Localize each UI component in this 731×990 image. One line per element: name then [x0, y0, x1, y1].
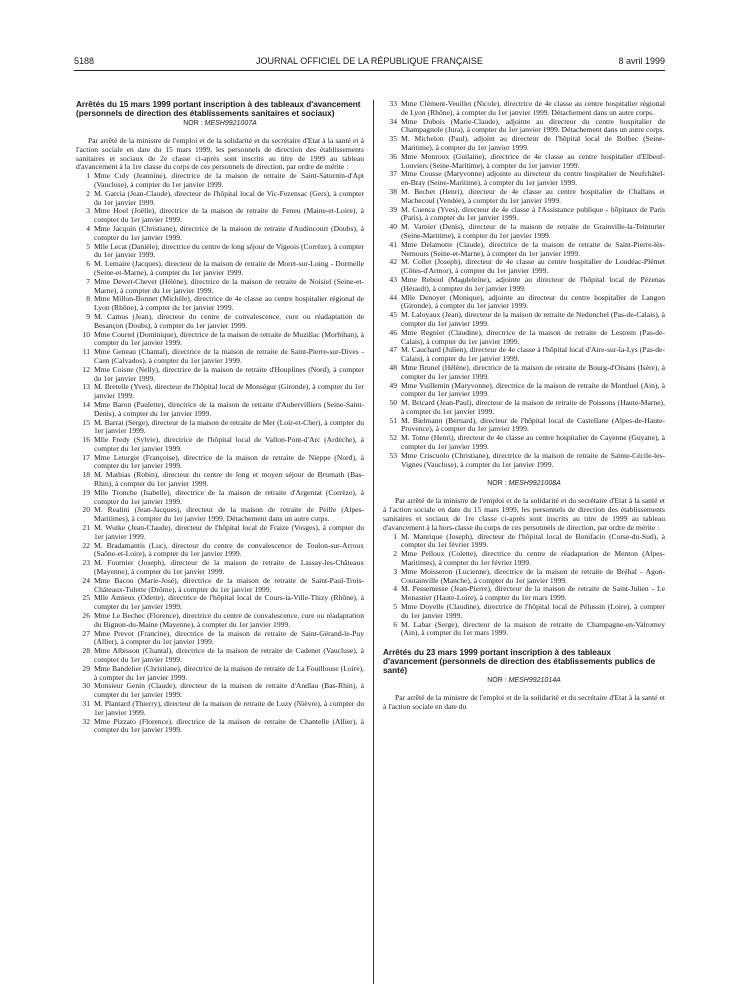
item-text: M. Bricard (Jean-Paul), directeur de la maison de retraite de Poissons (Haute-Marne), à compter du 1er janvier 1999.: [401, 398, 665, 416]
list-item: [76, 383, 364, 401]
item-number: 46: [389, 327, 397, 337]
section1-list-part1: [76, 172, 364, 735]
item-text: Mme Moisseron (Lucienne), directrice de la maison de retraite de Bréhal - Agon-Coutainville (Manche), à compter du 1er janvier 1999.: [401, 566, 665, 585]
item-text: M. Realini (Jean-Jacques), directeur de la maison de retraite de Peille (Alpes-Maritimes), à compter du 1er janvier 1999. Détachement dans un autre corps.: [94, 505, 364, 524]
item-number: 21: [82, 523, 90, 533]
item-number: 29: [82, 663, 90, 673]
list-item: [76, 295, 364, 313]
item-number: 9: [86, 311, 90, 321]
item-number: 5: [86, 241, 90, 251]
list-item: [383, 223, 665, 241]
list-item: [76, 260, 364, 278]
item-number: 36: [389, 151, 397, 161]
item-text: Mme Regnier (Claudine), directrice de la maison de retraite de Lestrem (Pas-de-Calais), à compter du 1er janvier 1999.: [401, 327, 665, 346]
list-item: [76, 700, 364, 718]
item-number: 35: [389, 134, 397, 144]
item-text: Mme Criscuolo (Christiane), directrice de la maison de retraite de Sainte-Cécile-les-Vignes (Vaucluse), à compter du 1er janvier 1999.: [401, 450, 665, 469]
list-item: [76, 647, 364, 665]
list-item: [383, 241, 665, 259]
item-text: Mlle Denoyer (Monique), adjointe au directeur du centre hospitalier de Langon (Gironde), à compter du 1er janvier 1999.: [401, 292, 665, 311]
item-text: M. Lemaire (Jacques), directeur de la maison de retraite de Moret-sur-Loing - Dormelle (Seine-et-Marne), à compter du 1er janvier 1999.: [94, 259, 364, 277]
list-item: [76, 243, 364, 261]
list-item: [76, 190, 364, 208]
section3-nor-label: NOR :: [487, 677, 507, 685]
item-text: Mme Jacquin (Christiane), directrice de la maison de retraite d'Audincourt (Doubs), à compter du 1er janvier 1999.: [94, 223, 364, 242]
list-item: [76, 172, 364, 190]
item-text: Mlle Amieux (Odette), directrice de l'hôpital local de Cours-la-Ville-Thizy (Rhône), à compter du 1er janvier 1999.: [94, 593, 364, 612]
list-item: [76, 436, 364, 454]
item-number: 22: [82, 540, 90, 550]
item-number: 19: [82, 487, 90, 497]
list-item: [76, 454, 364, 472]
item-text: M. Manrique (Joseph), directeur de l'hôpital local de Bonifacio (Corse-du-Sud), à compter du 1er février 1999.: [401, 531, 665, 550]
list-item: [76, 524, 364, 542]
list-item: [383, 346, 665, 364]
section1-title: Arrêtés du 15 mars 1999 portant inscription à des tableaux d'avancement (personnels de direction des établissements sanitaires et sociaux): [76, 100, 361, 118]
item-text: Mlle Fredy (Sylvie), directrice de l'hôpital local de Vallon-Pont-d'Arc (Ardèche), à compter du 1er janvier 1999.: [94, 435, 364, 453]
item-text: Mme Brunel (Hélène), directrice de la maison de retraite de Bourg-d'Oisans (Isère), à compter du 1er janvier 1999.: [401, 362, 665, 381]
item-number: 7: [86, 276, 90, 286]
item-number: 23: [82, 558, 90, 568]
item-number: 28: [82, 646, 90, 656]
item-text: M. Fournier (Joseph), directeur de la maison de retraite de Lassay-les-Châteaux (Mayenne), à compter du 1er janvier 1999.: [94, 558, 364, 577]
item-number: 15: [82, 417, 90, 427]
item-number: 48: [389, 362, 397, 372]
item-text: Mme Baron (Paulette), directrice de la maison de retraite d'Aubervilliers (Seine-Saint-Denis), à compter du 1er janvier 1999.: [94, 399, 364, 418]
item-number: 33: [389, 99, 397, 108]
list-item: [383, 452, 665, 470]
item-number: 50: [389, 398, 397, 408]
item-text: Mme Le Bechec (Florence), directrice du centre de convalescence, cure ou réadaptation du Bignon-du-Maine (Mayenne), à compter du 1er janvier 1999.: [94, 611, 364, 629]
item-number: 27: [82, 628, 90, 638]
item-number: 47: [389, 345, 397, 355]
section3-title: Arrêtés du 23 mars 1999 portant inscription à des tableaux d'avancement (personnels de direction des établissements publics de santé): [383, 648, 656, 676]
item-text: Mme Doyelle (Claudine), directrice de l'hôpital local de Pélussin (Loire), à compter du 1er janvier 1999.: [401, 602, 665, 620]
item-number: 2: [393, 549, 397, 559]
item-text: Mme Prevot (Francine), directrice de la maison de retraite de Saint-Gérand-le-Puy (Allier), à compter du 1er janvier 1999.: [94, 628, 364, 647]
list-item: [383, 434, 665, 452]
item-text: M. Bechet (Henri), directeur de 4e classe au centre hospitalier de Challans et Machecoul (Vendée), à compter du 1er janvier 1999.: [401, 186, 665, 205]
item-number: 42: [389, 257, 397, 267]
list-item: [76, 366, 364, 384]
list-item: [76, 718, 364, 736]
item-number: 11: [82, 347, 90, 357]
item-text: M. Garcia (Jean-Claude), directeur de l'hôpital local de Vic-Fezensac (Gers), à compter du 1er janvier 1999.: [94, 188, 364, 207]
item-text: Mme Pelloux (Colette), directrice du centre de réadaptation de Menton (Alpes-Maritimes), à compter du 1er février 1999.: [401, 549, 665, 568]
item-number: 6: [86, 259, 90, 269]
item-number: 31: [82, 699, 90, 708]
item-text: Monsieur Genin (Claude), directeur de la maison de retraite d'Andlau (Bas-Rhin), à compter du 1er janvier 1999.: [94, 681, 364, 700]
list-item: [383, 568, 665, 586]
list-item: [76, 489, 364, 507]
item-number: 45: [389, 310, 397, 320]
item-number: 16: [82, 435, 90, 445]
section2-nor: [383, 479, 665, 488]
list-item: [383, 585, 665, 603]
header-rule: [74, 70, 665, 71]
list-item: [76, 348, 364, 366]
list-item: [76, 682, 364, 700]
item-text: Mme Albisson (Chantal), directrice de la maison de retraite de Cadenet (Vaucluse), à compter du 1er janvier 1999.: [94, 646, 364, 665]
list-item: [383, 533, 665, 551]
list-item: [76, 278, 364, 296]
list-item: [76, 313, 364, 331]
section2-list: [383, 533, 665, 639]
list-item: [383, 294, 665, 312]
list-item: [383, 311, 665, 329]
list-item: [383, 417, 665, 435]
item-text: M. Collet (Joseph), directeur de 4e classe au centre hospitalier de Loudéac-Plémet (Côtes-d'Armor), à compter du 1er janvier 1999.: [401, 257, 665, 276]
section3-nor: [383, 676, 665, 685]
left-column: [76, 100, 364, 735]
item-number: 4: [393, 584, 397, 594]
page-header: [74, 56, 665, 70]
item-text: M. Mathias (Robin), directeur du centre de long et moyen séjour de Brumath (Bas-Rhin), à compter du 1er janvier 1999.: [94, 470, 364, 489]
list-item: [76, 612, 364, 630]
item-number: 53: [389, 450, 397, 460]
item-text: M. Labar (Serge), directeur de la maison de retraite de Champagne-en-Valromey (Ain), à compter du 1er mars 1999.: [401, 619, 665, 638]
item-number: 32: [82, 716, 90, 726]
item-number: 17: [82, 452, 90, 462]
item-number: 12: [82, 364, 90, 374]
list-item: [383, 188, 665, 206]
item-number: 44: [389, 292, 397, 302]
item-text: Mlle Tronche (Isabelle), directrice de la maison de retraite d'Argentat (Corrèze), à compter du 1er janvier 1999.: [94, 487, 364, 506]
list-item: [76, 630, 364, 648]
item-number: 26: [82, 611, 90, 621]
page-number: 5188: [74, 56, 95, 66]
item-number: 43: [389, 274, 397, 284]
item-text: Mme Cousse (Maryvonne) adjointe au directeur du centre hospitalier de Neufchâtel-en-Bray (Seine-Maritime), à compter du 1er janvier 1999.: [401, 169, 665, 188]
item-text: Mlle Lecat (Danièle), directrice du centre de long séjour de Vigeois (Corrèze), à compter du 1er janvier 1999.: [94, 241, 364, 260]
item-text: Mme Geneau (Chantal), directrice de la maison de retraite de Saint-Pierre-sur-Dives - Caen (Calvados), à compter du 1er janvier 1999.: [94, 347, 364, 365]
item-text: M. Tome (Henri), directeur de 4e classe au centre hospitalier de Cayenne (Guyane), à compter du 1er janvier 1999.: [401, 433, 665, 452]
item-text: M. Bradamantis (Luc), directeur du centre de convalescence de Toulon-sur-Arroux (Saône-et-Loire), à compter du 1er janvier 1999.: [94, 540, 364, 559]
list-item: [76, 419, 364, 437]
list-item: [76, 594, 364, 612]
item-text: M. Bielmann (Bernard), directeur de l'hôpital local de Castellane (Alpes-de-Haute-Provence), à compter du 1er janvier 1999.: [401, 415, 665, 434]
item-number: 39: [389, 204, 397, 214]
section1-nor-code: MESH9921007A: [204, 120, 257, 127]
list-item: [76, 471, 364, 489]
list-item: [76, 542, 364, 560]
list-item: [383, 170, 665, 188]
item-text: Mme Dewet-Chevet (Hélène), directrice de la maison de retraite de Noisiel (Seine-et-Marne), à compter du 1er janvier 1999.: [94, 276, 364, 295]
item-text: Mme Leturgie (Françoise), directrice de la maison de retraite de Nieppe (Nord), à compter du 1er janvier 1999.: [94, 452, 364, 471]
list-item: [76, 665, 364, 683]
list-item: [76, 225, 364, 243]
item-number: 8: [86, 294, 90, 304]
item-number: 51: [389, 415, 397, 425]
list-item: [76, 577, 364, 595]
item-number: 5: [393, 602, 397, 612]
section1-list-part2: [383, 100, 665, 469]
item-number: 4: [86, 223, 90, 233]
item-text: Mme Dubois (Marie-Claude), adjointe au directeur du centre hospitalier de Champagnole (Jura), à compter du 1er janvier 1999. Détachement dans un autre corps.: [401, 116, 665, 135]
list-item: [383, 118, 665, 136]
item-text: Mme Courtel (Dominique), directrice de la maison de retraite de Muzillac (Morbihan), à compter du 1er janvier 1999.: [94, 329, 364, 348]
item-number: 37: [389, 169, 397, 179]
item-text: M. Plantard (Thierry), directeur de la maison de retraite de Luzy (Nièvre), à compter du 1er janvier 1999.: [94, 699, 364, 717]
item-text: M. Cauchard (Julien), directeur de 4e classe à l'hôpital local d'Aire-sur-la-Lys (Pas-de-Calais), à compter du 1er janvier 1999.: [401, 345, 665, 364]
list-item: [383, 100, 665, 118]
list-item: [76, 207, 364, 225]
item-text: M. Camus (Jean), directeur du centre de convalescence, cure ou réadaptation de Besançon (Doubs), à compter du 1er janvier 1999.: [94, 311, 364, 330]
item-text: Mme Delamotte (Claude), directrice de la maison de retraite de Saint-Pierre-lès-Nemours (Seine-et-Marne), à compter du 1er janvier 1999.: [401, 239, 665, 258]
item-number: 10: [82, 329, 90, 339]
section1-nor-label: NOR :: [183, 120, 203, 127]
item-text: Mme Coisne (Nelly), directrice de la maison de retraite d'Houplines (Nord), à compter du 1er janvier 1999.: [94, 364, 364, 383]
list-item: [76, 559, 364, 577]
item-number: 30: [82, 681, 90, 691]
section2-nor-code: MESH9921008A: [508, 480, 561, 488]
item-text: Mme Bacou (Marie-José), directrice de la maison de retraite de Saint-Paul-Trois-Châteaux-Tulette (Drôme), à compter du 1er janvier 1999.: [94, 575, 364, 594]
item-number: 18: [82, 470, 90, 480]
list-item: [383, 258, 665, 276]
item-number: 20: [82, 505, 90, 515]
list-item: [383, 621, 665, 639]
list-item: [383, 550, 665, 568]
item-text: Mme Reboul (Magdeleine), adjointe au directeur de l'hôpital local de Pézenas (Hérault), à compter du 1er janvier 1999.: [401, 274, 665, 293]
item-number: 14: [82, 399, 90, 409]
item-number: 2: [86, 188, 90, 198]
list-item: [383, 276, 665, 294]
item-text: Mme Clément-Veuillet (Nicole), directrice de 4e classe au centre hospitalier régional de Lyon (Rhône), à compter du 1er janvier 1999. Détachement dans un autre corps.: [401, 99, 665, 117]
item-number: 41: [389, 239, 397, 249]
journal-title: JOURNAL OFFICIEL DE LA RÉPUBLIQUE FRANÇAISE: [256, 56, 483, 66]
item-number: 6: [393, 619, 397, 629]
item-number: 3: [393, 566, 397, 576]
section2-intro: Par arrêté de la ministre de l'emploi et de la solidarité et du secrétaire d'Etat à la santé et à l'action sociale en date du 15 mars 1999, les personnels de direction des établissements sanitaires et sociaux de 1re classe ci-après sont inscrits au titre de 1999 au tableau d'avancement à la hors-classe du corps de ces personnels de direction, par ordre de mérite :: [383, 496, 665, 532]
list-item: [76, 506, 364, 524]
item-text: M. Varnier (Denis), directeur de la maison de retraite de Grainville-la-Teinturier (Seine-Maritime), à compter du 1er janvier 1999.: [401, 222, 665, 240]
section1-intro: Par arrêté de la ministre de l'emploi et de la solidarité et du secrétaire d'Etat à la santé et à l'action sociale en date du 15 mars 1999, les personnels de direction des établissements sanitaires et sociaux de 2e classe ci-après sont inscrits au titre de 1999 au tableau d'avancement à la 1re classe du corps de ces personnels de direction, par ordre de mérite :: [76, 136, 364, 172]
item-text: M. Bretelle (Yves), directeur de l'hôpital local de Monségur (Gironde), à compter du 1er janvier 1999.: [94, 382, 364, 401]
list-item: [383, 153, 665, 171]
item-number: 52: [389, 433, 397, 443]
item-text: Mme Vuillemin (Maryvonne), directrice de la maison de retraite de Montluel (Ain), à compter du 1er janvier 1999.: [401, 380, 665, 399]
section2-nor-label: NOR :: [487, 480, 507, 488]
list-item: [76, 331, 364, 349]
section3-nor-code: MESH9921014A: [508, 677, 561, 685]
section3-intro: Par arrêté de la ministre de l'emploi et de la solidarité et du secrétaire d'Etat à la santé et à l'action sociale en date du: [383, 693, 665, 712]
item-number: 49: [389, 380, 397, 390]
list-item: [383, 603, 665, 621]
item-text: M. Wutke (Jean-Claude), directeur de l'hôpital local de Fraize (Vosges), à compter du 1er janvier 1999.: [94, 523, 364, 541]
issue-date: 8 avril 1999: [618, 56, 665, 66]
item-text: M. Pessemesse (Jean-Pierre), directeur de la maison de retraite de Saint-Julien - Le Monastier (Haute-Loire), à compter du 1er mars 1999.: [401, 584, 665, 603]
list-item: [383, 206, 665, 224]
item-number: 25: [82, 593, 90, 603]
item-text: Mme Bandelier (Christiane), directrice de la maison de retraite de La Fouillouse (Loire), à compter du 1er janvier 1999.: [94, 663, 364, 682]
right-column: [383, 100, 665, 712]
item-text: Mme Millon-Bonnet (Michèle), directrice de 4e classe au centre hospitalier régional de Lyon (Rhône), à compter du 1er janvier 1999.: [94, 294, 364, 313]
item-number: 1: [86, 171, 90, 181]
section1-nor: [76, 119, 364, 128]
item-number: 34: [389, 116, 397, 126]
item-text: M. Laloyaux (Jean), directeur de la maison de retraite de Nedonchel (Pas-de-Calais), à compter du 1er janvier 1999.: [401, 310, 665, 328]
list-item: [76, 401, 364, 419]
item-text: Mme Monroux (Guilaine), directrice de 4e classe au centre hospitalier d'Elbeuf-Louviers (Seine-Maritime), à compter du 1er janvier 1999.: [401, 151, 665, 170]
item-number: 40: [389, 222, 397, 232]
list-item: [383, 135, 665, 153]
item-text: Mme Pizzato (Florence), directrice de la maison de retraite de Chantelle (Allier), à compter du 1er janvier 1999.: [94, 716, 364, 735]
item-text: Mme Hoel (Joëlle), directrice de la maison de retraite de Feneu (Maine-et-Loire), à compter du 1er janvier 1999.: [94, 206, 364, 225]
column-divider: [373, 100, 374, 984]
item-number: 24: [82, 575, 90, 585]
item-number: 13: [82, 382, 90, 392]
item-number: 1: [393, 531, 397, 541]
list-item: [383, 329, 665, 347]
item-text: Mme Culy (Jeannine), directrice de la maison de retraite de Saint-Saturnin-d'Apt (Vaucluse), à compter du 1er janvier 1999.: [94, 171, 364, 189]
list-item: [383, 364, 665, 382]
item-text: M. Cuenca (Yves), directeur de 4e classe à l'Assistance publique - hôpitaux de Paris (Paris), à compter du 1er janvier 1999.: [401, 204, 665, 223]
item-text: M. Barrat (Serge), directeur de la maison de retraite de Mer (Loir-et-Cher), à compter du 1er janvier 1999.: [94, 417, 364, 436]
list-item: [383, 382, 665, 400]
list-item: [383, 399, 665, 417]
item-number: 3: [86, 206, 90, 216]
item-text: M. Michelon (Paul), adjoint au directeur de l'hôpital local de Bolbec (Seine-Maritime), à compter du 1er janvier 1999.: [401, 134, 665, 152]
item-number: 38: [389, 186, 397, 196]
